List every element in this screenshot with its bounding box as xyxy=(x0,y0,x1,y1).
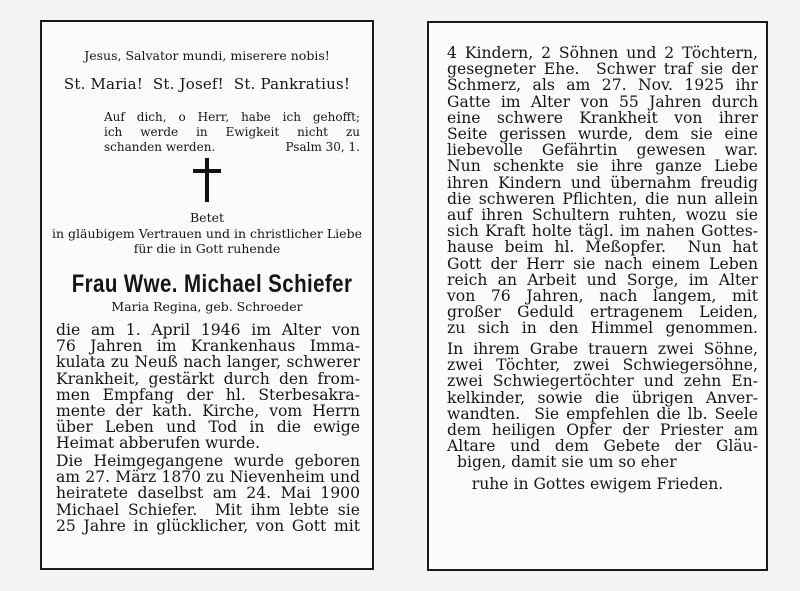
text-line: wandten. Sie empfehlen die lb. Seele xyxy=(447,404,758,423)
obituary-paragraph-4 xyxy=(447,341,758,471)
text-line: reich an Arbeit und Sorge, im Alter xyxy=(447,270,758,289)
text-line: Nun schenkte sie ihre ganze Liebe xyxy=(447,157,758,176)
psalm-reference: Psalm 30, 1. xyxy=(285,140,360,154)
text-line: zu sich in den Himmel genommen. xyxy=(447,319,758,338)
obituary-paragraph-1 xyxy=(56,322,360,452)
text-line: zwei Töchter, zwei Schwiegersöhne, xyxy=(447,356,758,375)
text-line: dem heiligen Opfer der Priester am xyxy=(447,421,758,440)
text-line: kelkinder, sowie die übrigen Anver- xyxy=(447,388,758,407)
obituary-paragraph-2 xyxy=(56,453,360,534)
text-line: In ihrem Grabe trauern zwei Söhne, xyxy=(447,340,758,358)
text-line: heiratete daselbst am 24. Mai 1900 xyxy=(56,484,360,503)
psalm-line: ich werde in Ewigkeit nicht zu xyxy=(104,125,360,139)
text-line: Schmerz, als am 27. Nov. 1925 ihr xyxy=(447,76,758,95)
left-page xyxy=(40,20,374,570)
text-line: gesegneter Ehe. Schwer traf sie der xyxy=(447,60,758,79)
text-line: Seite gerissen wurde, dem sie eine xyxy=(447,125,758,144)
prayer-line: Jesus, Salvator mundi, miserere nobis! xyxy=(84,48,330,63)
text-line: bigen, damit sie um so eher xyxy=(457,453,677,472)
text-line: mente der kath. Kirche, vom Herrn xyxy=(56,402,360,421)
text-line: hause beim hl. Meßopfer. Nun hat xyxy=(447,238,758,257)
text-line: sich Kraft holte tägl. im nahen Gottes- xyxy=(447,222,758,241)
text-line: Die Heimgegangene wurde geboren xyxy=(56,452,360,470)
text-line: eine schwere Krankheit von ihrer xyxy=(447,108,758,127)
right-page xyxy=(427,21,768,571)
text-line: großer Geduld ertragenem Leiden, xyxy=(447,303,758,322)
psalm-quote xyxy=(42,110,372,155)
text-line: Krankheit, gestärkt durch den from- xyxy=(56,369,360,388)
text-line: die schweren Pflichten, die nun allein xyxy=(447,189,758,208)
text-line: Heimat abberufen wurde. xyxy=(56,434,261,453)
text-line: die am 1. April 1946 im Alter von xyxy=(56,321,360,339)
pray-block xyxy=(42,210,372,257)
pray-heading: Betet xyxy=(189,210,225,225)
text-line: am 27. März 1870 zu Nievenheim und xyxy=(56,468,360,487)
saints-invocation: St. Maria! St. Josef! St. Pankratius! xyxy=(63,75,351,93)
psalm-last-line xyxy=(104,140,360,155)
text-line: auf ihren Schultern ruhten, wozu sie xyxy=(447,206,758,225)
text-line: Gott der Herr sie nach einem Leben xyxy=(447,254,758,273)
text-line: 25 Jahre in glücklicher, von Gott mit xyxy=(56,516,360,535)
text-line: 76 Jahren im Krankenhaus Imma- xyxy=(56,337,360,356)
text-line: über Leben und Tod in die ewige xyxy=(56,418,360,437)
closing-line: ruhe in Gottes ewigem Frieden. xyxy=(471,475,724,493)
text-line: Michael Schiefer. Mit ihm lebte sie xyxy=(56,500,360,519)
psalm-line: Auf dich, o Herr, habe ich gehofft; xyxy=(104,110,360,124)
text-line: 4 Kindern, 2 Söhnen und 2 Töchtern, xyxy=(447,44,758,62)
psalm-line: schanden werden. xyxy=(104,140,216,154)
text-line: men Empfang der hl. Sterbesakra- xyxy=(56,385,360,404)
cross-wrapper xyxy=(42,158,372,202)
text-line: von 76 Jahren, nach langem, mit xyxy=(447,287,758,306)
text-line: ihren Kindern und übernahm freudig xyxy=(447,173,758,192)
text-line: zwei Schwiegertöchter und zehn En- xyxy=(447,372,758,391)
obituary-paragraph-3 xyxy=(447,45,758,337)
pray-line: für die in Gott ruhende xyxy=(133,241,281,256)
name-wrapper xyxy=(42,270,372,298)
text-line: liebevolle Gefährtin gewesen war. xyxy=(447,141,758,160)
maiden-name: Maria Regina, geb. Schroeder xyxy=(111,299,303,314)
text-line: Altare und dem Gebete der Gläu- xyxy=(447,437,758,456)
text-line: Gatte im Alter von 55 Jahren durch xyxy=(447,92,758,111)
deceased-name: Frau Wwe. Michael Schiefer xyxy=(71,270,353,298)
pray-line: in gläubigem Vertrauen und in christlicher Liebe xyxy=(52,225,362,241)
text-line: kulata zu Neuß nach langer, schwerer xyxy=(56,353,360,372)
cross-icon xyxy=(193,158,221,202)
